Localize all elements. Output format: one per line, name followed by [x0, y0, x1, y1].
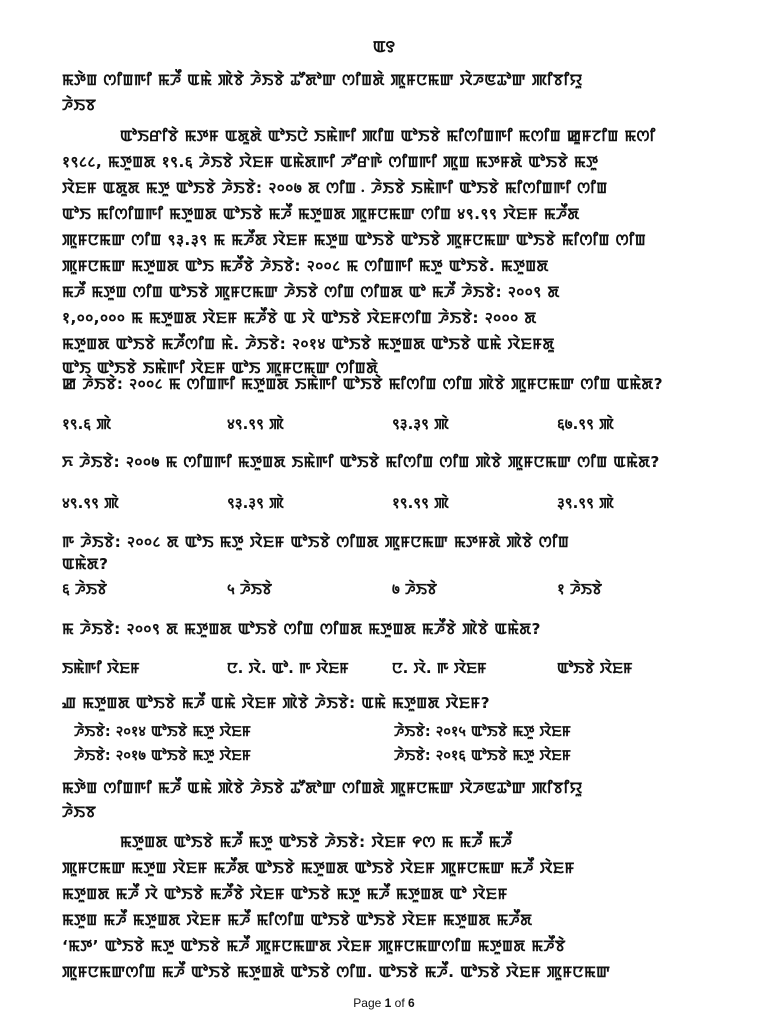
question-2-option-d[interactable]: ३९.९९ ꯄꯥ — [557, 494, 614, 512]
footer-total-pages: 6 — [408, 996, 415, 1010]
section1-paragraph-line: १९८८, ꯃꯇꯨꯡꯗ १९.६ ꯍꯥꯏꯕꯥ ꯋꯥꯐꯝ ꯑꯃꯥꯗꯒꯤ ꯍꯧꯔꯒꯥ ꯁꯤꯡꯒꯤ ꯄꯨꯡ ꯃꯇꯝꯗꯥ ꯑꯣꯏꯕꯥ ꯃꯇꯨ — [62, 153, 599, 171]
question-2-option-c[interactable]: १९.९९ ꯄꯥ — [392, 494, 449, 512]
question-2-option-b[interactable]: ९३.३९ ꯄꯥ — [227, 494, 284, 512]
section1-paragraph-line: ꯋꯥꯐꯝ ꯑꯗꯨꯗ ꯃꯇꯨ ꯑꯣꯏꯕꯥ ꯍꯥꯏꯕꯥ: २००७ ꯗ ꯁꯤꯡ ꯬ ꯍꯥꯏꯕꯥ ꯏꯃꯥꯒꯤ ꯑꯣꯏꯕꯥ ꯃꯤꯁꯤꯡꯒꯤ ꯁꯤꯡ — [62, 179, 608, 197]
question-3-text-line1: ꯒ ꯍꯥꯏꯕꯥ: २००८ ꯗ ꯑꯣꯏ ꯃꯇꯨ ꯋꯥꯐꯝ ꯑꯣꯏꯕꯥ ꯁꯤꯡꯗ ꯄꯨꯝꯅꯃꯛ ꯃꯇꯝꯗꯥ ꯄꯥꯕꯥ ꯁꯤꯡ — [62, 533, 570, 551]
section1-paragraph-line: ꯑꯣꯏꯔꯤꯕꯥ ꯃꯇꯝ ꯑꯗꯨꯗꯥ ꯑꯣꯏꯅꯥ ꯏꯃꯥꯒꯤ ꯄꯤꯡ ꯑꯣꯏꯕꯥ ꯃꯤꯁꯤꯡꯒꯤ ꯃꯁꯤꯡ ꯀꯨꯝꯖꯤꯡ ꯃꯁꯤ — [120, 127, 656, 145]
question-3-option-a[interactable]: ६ ꯍꯥꯏꯕꯥ — [62, 580, 108, 598]
question-5-text: ꯉ ꯃꯇꯨꯡꯗ ꯑꯣꯏꯕꯥ ꯃꯍꯩ ꯑꯃꯥ ꯋꯥꯐꯝ ꯄꯥꯕꯥ ꯍꯥꯏꯕꯥ: ꯑꯃꯥ ꯃꯇꯨꯡꯗ ꯋꯥꯐꯝ? — [62, 694, 490, 712]
question-1-option-b[interactable]: ४९.९९ ꯄꯥ — [227, 415, 284, 433]
section1-heading-line1: ꯃꯇꯥꯡ ꯁꯤꯡꯒꯤ ꯃꯍꯩ ꯑꯃꯥ ꯄꯥꯕꯥ ꯍꯥꯏꯕꯥ ꯊꯧꯗꯣꯛ ꯁꯤꯡꯗꯥ ꯄꯨꯝꯅꯃꯛ ꯋꯥꯍꯟꯊꯣꯛ ꯄꯤꯕꯤꯌꯨ — [62, 71, 583, 89]
question-3-option-d[interactable]: १ ꯍꯥꯏꯕꯥ — [557, 580, 603, 598]
section2-paragraph-line: ꯃꯇꯨꯡ ꯃꯍꯩ ꯃꯇꯨꯡꯗ ꯋꯥꯐꯝ ꯃꯍꯩ ꯃꯤꯁꯤꯡ ꯑꯣꯏꯕꯥ ꯑꯣꯏꯕꯥ ꯋꯥꯐꯝ ꯃꯇꯨꯡꯗ ꯃꯍꯩꯗ — [62, 911, 533, 929]
section2-paragraph-line: ꯃꯇꯨꯡꯗ ꯑꯣꯏꯕꯥ ꯃꯍꯩ ꯃꯇꯨ ꯑꯣꯏꯕꯥ ꯍꯥꯏꯕꯥ: ꯋꯥꯐꯝ ꯵ꯁ ꯃ ꯃꯍꯩ ꯃꯍꯩ — [120, 833, 513, 851]
footer-of: of — [394, 996, 405, 1010]
question-5-option-c[interactable]: ꯍꯥꯏꯕꯥ: २०१७ ꯑꯣꯏꯕꯥ ꯃꯇꯨ ꯋꯥꯐꯝ — [74, 748, 251, 764]
question-5-option-b[interactable]: ꯍꯥꯏꯕꯥ: २०१५ ꯑꯣꯏꯕꯥ ꯃꯇꯨ ꯋꯥꯐꯝ — [394, 724, 571, 740]
page-footer — [0, 996, 768, 1010]
footer-page-prefix: Page — [353, 996, 382, 1010]
section1-paragraph-line: १,००,००० ꯃ ꯃꯇꯨꯡꯗ ꯋꯥꯐꯝ ꯃꯍꯩꯕꯥ ꯑ ꯋꯥ ꯑꯣꯏꯕꯥ ꯋꯥꯐꯝꯁꯤꯡ ꯍꯥꯏꯕꯥ: २००० ꯗ — [62, 309, 537, 327]
section1-paragraph-line: ꯄꯨꯝꯅꯃꯛ ꯃꯇꯨꯡꯗ ꯑꯣꯏ ꯃꯍꯩꯕꯥ ꯍꯥꯏꯕꯥ: २००८ ꯃ ꯁꯤꯡꯒꯤ ꯃꯇꯨ ꯑꯣꯏꯕꯥ. ꯃꯇꯨꯡꯗ — [62, 257, 549, 275]
question-2-options — [62, 492, 722, 513]
section2-paragraph-line: ꯄꯨꯝꯅꯃꯛꯁꯤꯡ ꯃꯍꯩ ꯑꯣꯏꯕꯥ ꯃꯇꯨꯡꯗꯥ ꯑꯣꯏꯕꯥ ꯁꯤꯡ. ꯑꯣꯏꯕꯥ ꯃꯍꯩ. ꯑꯣꯏꯕꯥ ꯋꯥꯐꯝ ꯄꯨꯝꯅꯃꯛ — [62, 963, 611, 981]
question-1-option-a[interactable]: १९.६ ꯄꯥ — [62, 415, 112, 433]
question-3-text-line2: ꯑꯃꯥꯗ? — [62, 555, 109, 573]
question-5-options — [74, 720, 674, 765]
question-2-text: ꯈ ꯍꯥꯏꯕꯥ: २००७ ꯃ ꯁꯤꯡꯒꯤ ꯃꯇꯨꯡꯗ ꯏꯃꯥꯒꯤ ꯑꯣꯏꯕꯥ ꯃꯤꯁꯤꯡ ꯁꯤꯡ ꯄꯥꯕꯥ ꯄꯨꯝꯅꯃꯛ ꯁꯤꯡ ꯑꯃꯥꯗ? — [62, 453, 660, 471]
question-4-options — [62, 657, 722, 678]
page-label: ꯑ꯱ — [372, 37, 396, 56]
section2-paragraph-line: ꯃꯇꯨꯡꯗ ꯃꯍꯩ ꯋꯥ ꯑꯣꯏꯕꯥ ꯃꯍꯩꯕꯥ ꯋꯥꯐꯝ ꯑꯣꯏꯕꯥ ꯃꯇꯨ ꯃꯍꯩ ꯃꯇꯨꯡꯗ ꯑꯣ ꯋꯥꯐꯝ — [62, 885, 508, 903]
question-5-option-d[interactable]: ꯍꯥꯏꯕꯥ: २०१६ ꯑꯣꯏꯕꯥ ꯃꯇꯨ ꯋꯥꯐꯝ — [394, 748, 571, 764]
section2-heading-line2: ꯍꯥꯏꯕ — [62, 803, 97, 821]
section1-heading-line2: ꯍꯥꯏꯕ — [62, 96, 97, 114]
question-4-option-a[interactable]: ꯏꯃꯥꯒꯤ ꯋꯥꯐꯝ — [62, 659, 140, 677]
question-4-option-d[interactable]: ꯑꯣꯏꯕꯥ ꯋꯥꯐꯝ — [557, 659, 633, 677]
question-3-options — [62, 578, 722, 599]
section1-paragraph-line: ꯃꯇꯨꯡꯗ ꯑꯣꯏꯕꯥ ꯃꯍꯩꯁꯤꯡ ꯃꯥ. ꯍꯥꯏꯕꯥ: २०१४ ꯑꯣꯏꯕꯥ ꯃꯇꯨꯡꯗ ꯑꯣꯏꯕꯥ ꯑꯃꯥ ꯋꯥꯐꯝꯗꯨ — [62, 335, 555, 353]
question-4-option-c[interactable]: ꯅ. ꯋꯥ. ꯒ ꯋꯥꯐꯝ — [392, 659, 487, 677]
question-5-option-a[interactable]: ꯍꯥꯏꯕꯥ: २०१४ ꯑꯣꯏꯕꯥ ꯃꯇꯨ ꯋꯥꯐꯝ — [74, 724, 251, 740]
question-4-option-b[interactable]: ꯅ. ꯋꯥ. ꯑꯣ. ꯒ ꯋꯥꯐꯝ — [227, 659, 349, 677]
section2-paragraph-line: ꯄꯨꯝꯅꯃꯛ ꯃꯇꯨꯡ ꯋꯥꯐꯝ ꯃꯍꯩꯗ ꯑꯣꯏꯕꯥ ꯃꯇꯨꯡꯗ ꯑꯣꯏꯕꯥ ꯋꯥꯐꯝ ꯄꯨꯝꯅꯃꯛ ꯃꯍꯩ ꯋꯥꯐꯝ — [62, 859, 575, 877]
question-1-option-c[interactable]: ९३.३९ ꯄꯥ — [392, 415, 449, 433]
section2-paragraph-line: ‘ꯃꯇ’ ꯑꯣꯏꯕꯥ ꯃꯇꯨ ꯑꯣꯏꯕꯥ ꯃꯍꯩ ꯄꯨꯝꯅꯃꯛꯗ ꯋꯥꯐꯝ ꯄꯨꯝꯅꯃꯛꯁꯤꯡ ꯃꯇꯨꯡꯗ ꯃꯍꯩꯕꯥ — [62, 937, 566, 955]
section2-heading-line1: ꯃꯇꯥꯡ ꯁꯤꯡꯒꯤ ꯃꯍꯩ ꯑꯃꯥ ꯄꯥꯕꯥ ꯍꯥꯏꯕꯥ ꯊꯧꯗꯣꯛ ꯁꯤꯡꯗꯥ ꯄꯨꯝꯅꯃꯛ ꯋꯥꯍꯟꯊꯣꯛ ꯄꯤꯕꯤꯌꯨ — [62, 779, 583, 797]
section1-paragraph-line: ꯃꯍꯩ ꯃꯇꯨꯡ ꯁꯤꯡ ꯑꯣꯏꯕꯥ ꯄꯨꯝꯅꯃꯛ ꯍꯥꯏꯕꯥ ꯁꯤꯡ ꯁꯤꯡꯗ ꯑꯣ ꯃꯍꯩ ꯍꯥꯏꯕꯥ: २००९ ꯗ — [62, 283, 560, 301]
section1-paragraph-line: ꯑꯣꯏ ꯃꯤꯁꯤꯡꯒꯤ ꯃꯇꯨꯡꯗ ꯑꯣꯏꯕꯥ ꯃꯍꯩ ꯃꯇꯨꯡꯗ ꯄꯨꯝꯅꯃꯛ ꯁꯤꯡ ४९.९९ ꯋꯥꯐꯝ ꯃꯍꯩꯗ — [62, 205, 580, 223]
question-4-text: ꯃ ꯍꯥꯏꯕꯥ: २००९ ꯗ ꯃꯇꯨꯡꯗ ꯑꯣꯏꯕꯥ ꯁꯤꯡ ꯁꯤꯡꯗ ꯃꯇꯨꯡꯗ ꯃꯍꯩꯕꯥ ꯄꯥꯕꯥ ꯑꯃꯥꯗ? — [62, 620, 541, 638]
footer-current-page: 1 — [384, 996, 392, 1010]
question-3-option-c[interactable]: ७ ꯍꯥꯏꯕꯥ — [392, 580, 438, 598]
question-1-options — [62, 413, 722, 434]
question-1-option-d[interactable]: ६७.९९ ꯄꯥ — [557, 415, 614, 433]
section1-paragraph-line: ꯑꯣꯏ ꯑꯣꯏꯕꯥ ꯏꯃꯥꯒꯤ ꯋꯥꯐꯝ ꯑꯣꯏ ꯄꯨꯝꯅꯃꯛ ꯁꯤꯡꯗꯥ — [62, 359, 379, 377]
question-3-option-b[interactable]: ५ ꯍꯥꯏꯕꯥ — [227, 580, 273, 598]
question-1-text: ꯀ ꯍꯥꯏꯕꯥ: २००८ ꯃ ꯁꯤꯡꯒꯤ ꯃꯇꯨꯡꯗ ꯏꯃꯥꯒꯤ ꯑꯣꯏꯕꯥ ꯃꯤꯁꯤꯡ ꯁꯤꯡ ꯄꯥꯕꯥ ꯄꯨꯝꯅꯃꯛ ꯁꯤꯡ ꯑꯃꯥꯗ? — [62, 375, 664, 393]
question-2-option-a[interactable]: ४९.९९ ꯄꯥ — [62, 494, 119, 512]
section1-paragraph-line: ꯄꯨꯝꯅꯃꯛ ꯁꯤꯡ ९३.३९ ꯃ ꯃꯍꯩꯗ ꯋꯥꯐꯝ ꯃꯇꯨꯡ ꯑꯣꯏꯕꯥ ꯑꯣꯏꯕꯥ ꯄꯨꯝꯅꯃꯛ ꯑꯣꯏꯕꯥ ꯃꯤꯁꯤꯡ ꯁꯤꯡ — [62, 231, 647, 249]
